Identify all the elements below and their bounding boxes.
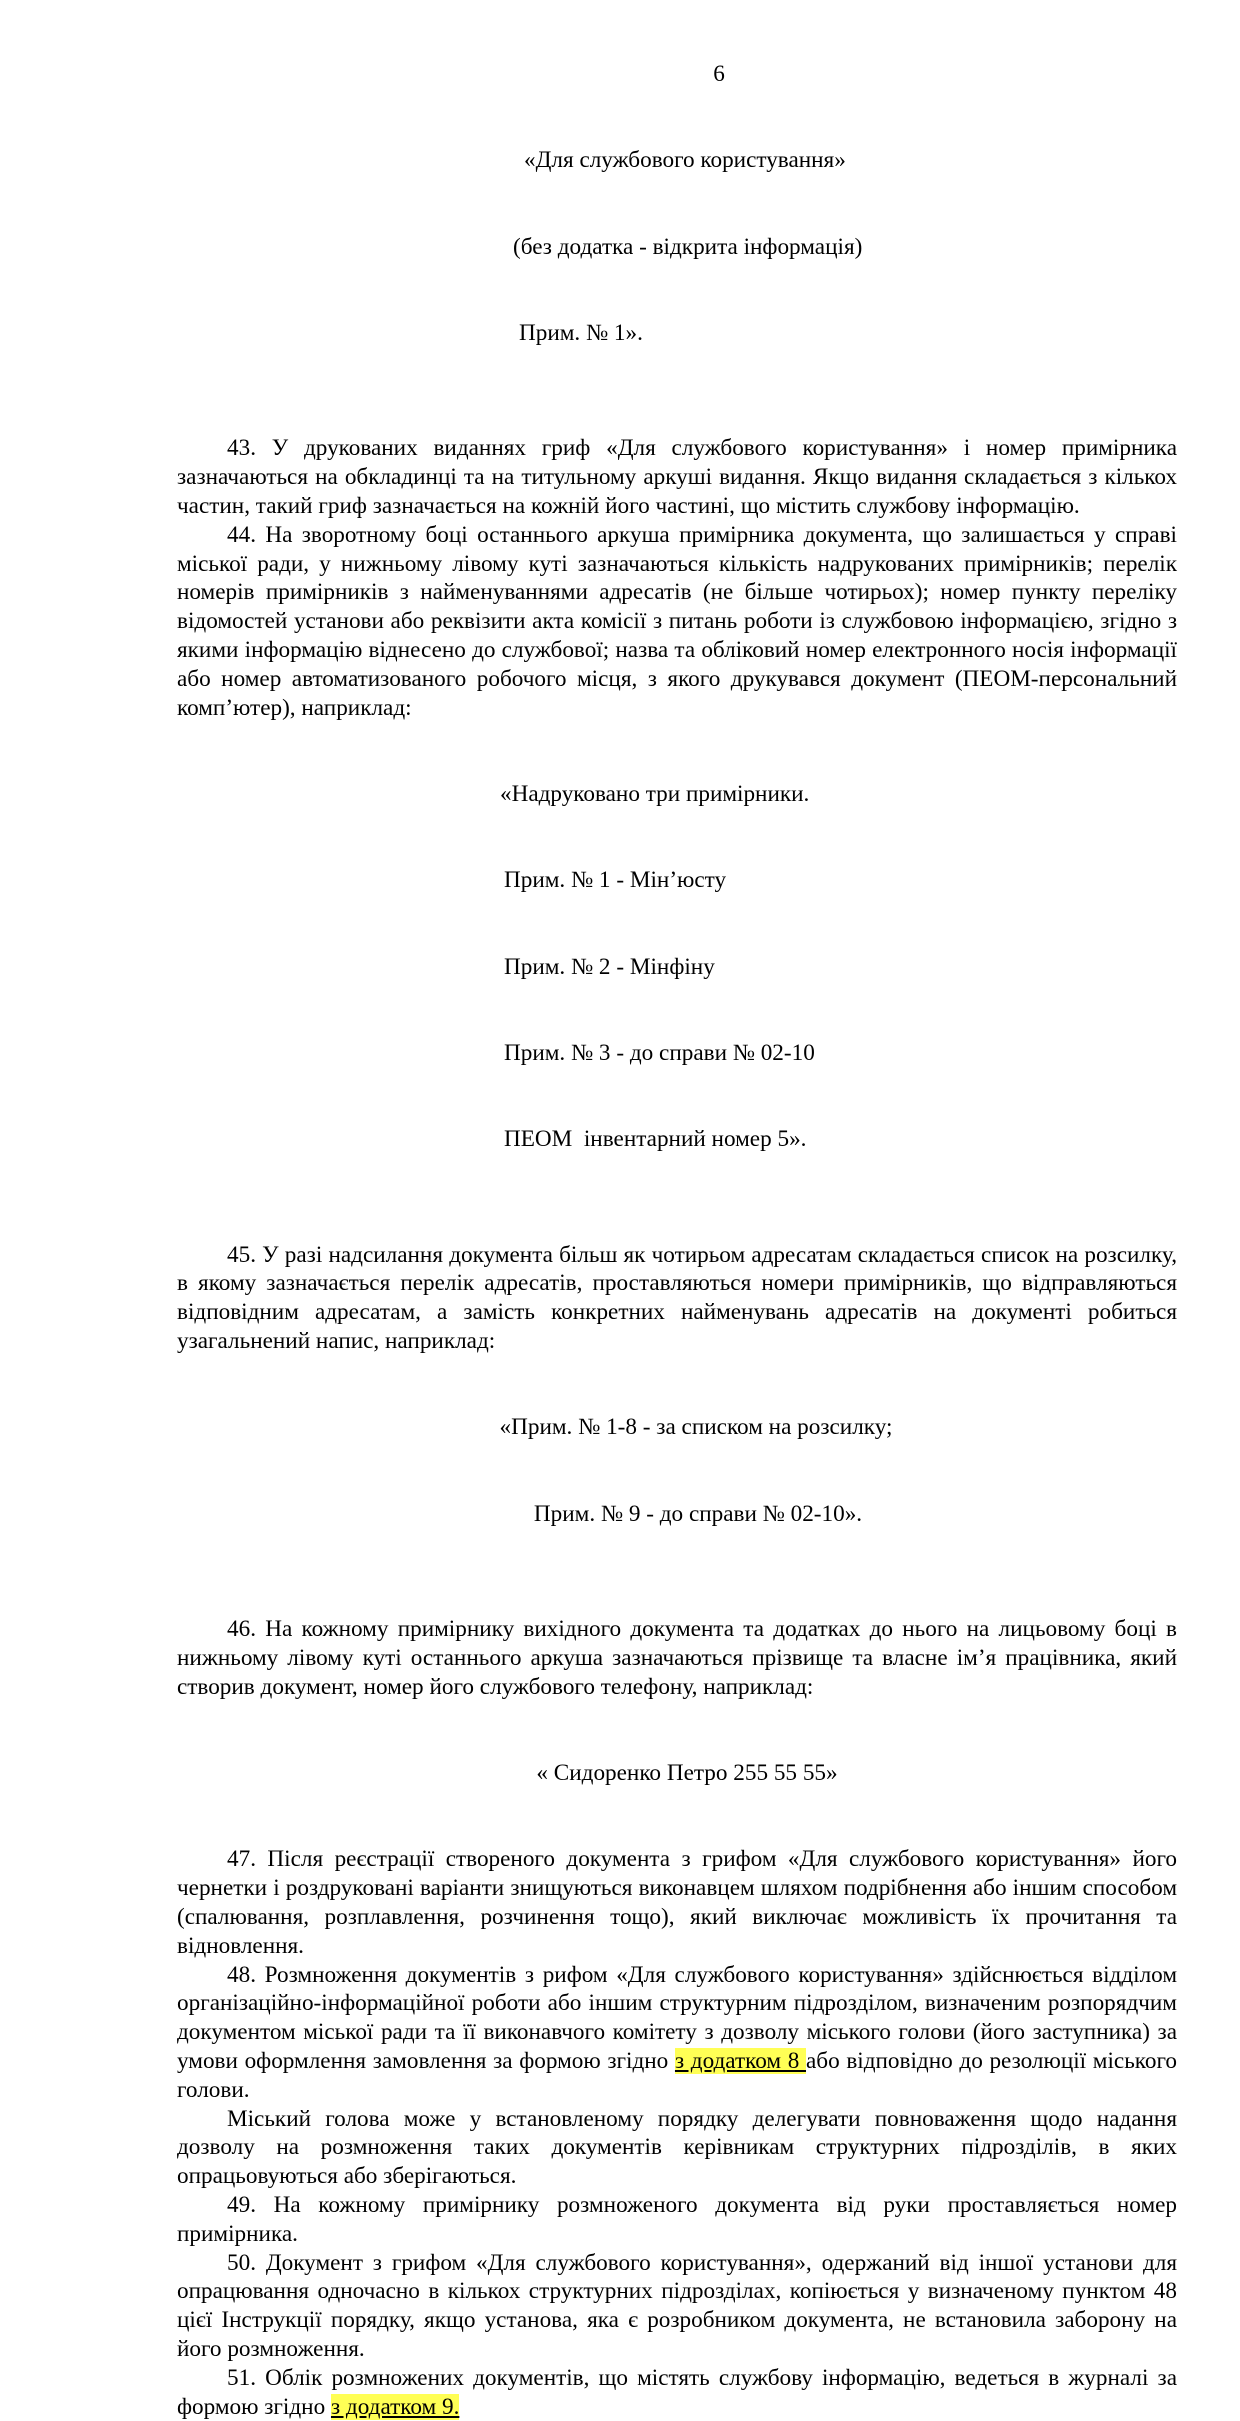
paragraph-43: 43. У друкованих виданнях гриф «Для службового користування» і номер примірника зазначаються на обкладинці та на титульному аркуші видання. Якщо видання складається з кількох частин, такий гриф зазначається на кожній його частині, що містить службову інформацію. — [177, 435, 1177, 519]
stamp-line-2: (без додатка - відкрита інформація) — [513, 233, 863, 260]
example-46-line-1: « Сидоренко Петро 255 55 55» — [536, 1760, 838, 1787]
spacer — [177, 1586, 1177, 1615]
spacer — [177, 406, 1177, 435]
example-44 — [500, 722, 1177, 1212]
paragraph-45: 45. У разі надсилання документа більш як чотирьом адресатам складається список на розсилку, в якому зазначається перелік адресатів, проставляються номери примірників, що відправляються відповідним адресатам, а замість конкретних найменувань адресатів на документі робиться узагальнений напис, наприклад: — [177, 1241, 1177, 1355]
paragraph-49: 49. На кожному примірнику розмноженого документа від руки проставляється номер примірника. — [177, 2191, 1177, 2247]
paragraph-47: 47. Після реєстрації створеного документа з грифом «Для службового користування» його чернетки і роздруковані варіанти знищуються виконавцем шляхом подрібнення або іншим способом (спалювання, розплавлення, розчинення тощо), який виключає можливість їх прочитання та відновлення. — [177, 1846, 1177, 1959]
paragraph-48 — [177, 1961, 1177, 2105]
example-44-line-5: ПЕОМ інвентарний номер 5». — [504, 1126, 807, 1153]
example-46 — [177, 1701, 1177, 1845]
paragraph-46: 46. На кожному примірнику вихідного документа та додатках до нього на лицьовому боці в нижньому лівому куті останнього аркуша зазначаються прізвище та власне ім’я працівника, який створив документ, номер його службового телефону, наприклад: — [177, 1616, 1177, 1700]
paragraph-51-text: 51. Облік розмножених документів, що містять службову інформацію, ведеться в журналі за формою згідно — [177, 2364, 1177, 2420]
paragraph-48-continued: Міський голова може у встановленому порядку делегувати повноваження щодо надання дозволу на розмноження таких документів керівникам структурних підрозділів, в яких опрацьовуються або зберігаються. — [177, 2105, 1177, 2190]
example-44-line-3: Прим. № 2 - Мінфіну — [504, 953, 715, 980]
example-44-line-4: Прим. № 3 - до справи № 02-10 — [504, 1040, 815, 1067]
paragraph-50: 50. Документ з грифом «Для службового користування», одержаний від іншої установи для опрацювання одночасно в кількох структурних підрозділах, копіюється у визначеному пунктом 48 цієї Інструкції порядку, якщо установа, яка є розробником документа, не встановила заборону на його розмноження. — [177, 2249, 1177, 2362]
example-45-line-1: «Прим. № 1-8 - за списком на розсилку; — [499, 1414, 893, 1441]
page-number: 6 — [713, 61, 725, 87]
document-page — [177, 60, 1177, 2421]
appendix-9-link[interactable]: з додатком 9. — [330, 2393, 460, 2420]
paragraph-44: 44. На зворотному боці останнього аркуша примірника документа, що залишається у справі міської ради, у нижньому лівому куті зазначаються кількість надрукованих примірників; перелік номерів примірників з найменуваннями адресатів (не більше чотирьох); номер пункту переліку відомостей установи або реквізити акта комісії з питань роботи із службовою інформацією, згідно з якими інформацію віднесено до службової; назва та обліковий номер електронного носія інформації або номер автоматизованого робочого місця, з якого друкувався документ (ПЕОМ-персональний комп’ютер), наприклад: — [177, 521, 1177, 721]
example-44-line-1: «Надруковано три примірники. — [500, 780, 810, 807]
paragraph-48-text: 48. Розмноження документів з рифом «Для службового користування» здійснюється відділом організаційно-інформаційної роботи або іншим структурним підрозділом, визначеним розпорядчим документом міської ради та її виконавчого комітету з дозволу міського голови (його заступника) за умови оформлення замовлення за формою згідно — [177, 1961, 1177, 2074]
stamp-line-3: Прим. № 1». — [519, 320, 643, 347]
example-44-line-2: Прим. № 1 - Мін’юсту — [504, 867, 727, 894]
paragraph-51 — [177, 2364, 1177, 2421]
paragraph-48-tail: або відповідно до резолюції міського голови. — [177, 2047, 1177, 2103]
spacer — [177, 1212, 1177, 1241]
example-45 — [177, 1356, 1177, 1586]
appendix-8-link[interactable]: з додатком 8 — [674, 2047, 806, 2074]
example-45-line-2: Прим. № 9 - до справи № 02-10». — [533, 1500, 863, 1527]
stamp-line-1: «Для службового користування» — [524, 147, 846, 174]
classification-stamp — [499, 89, 1177, 406]
